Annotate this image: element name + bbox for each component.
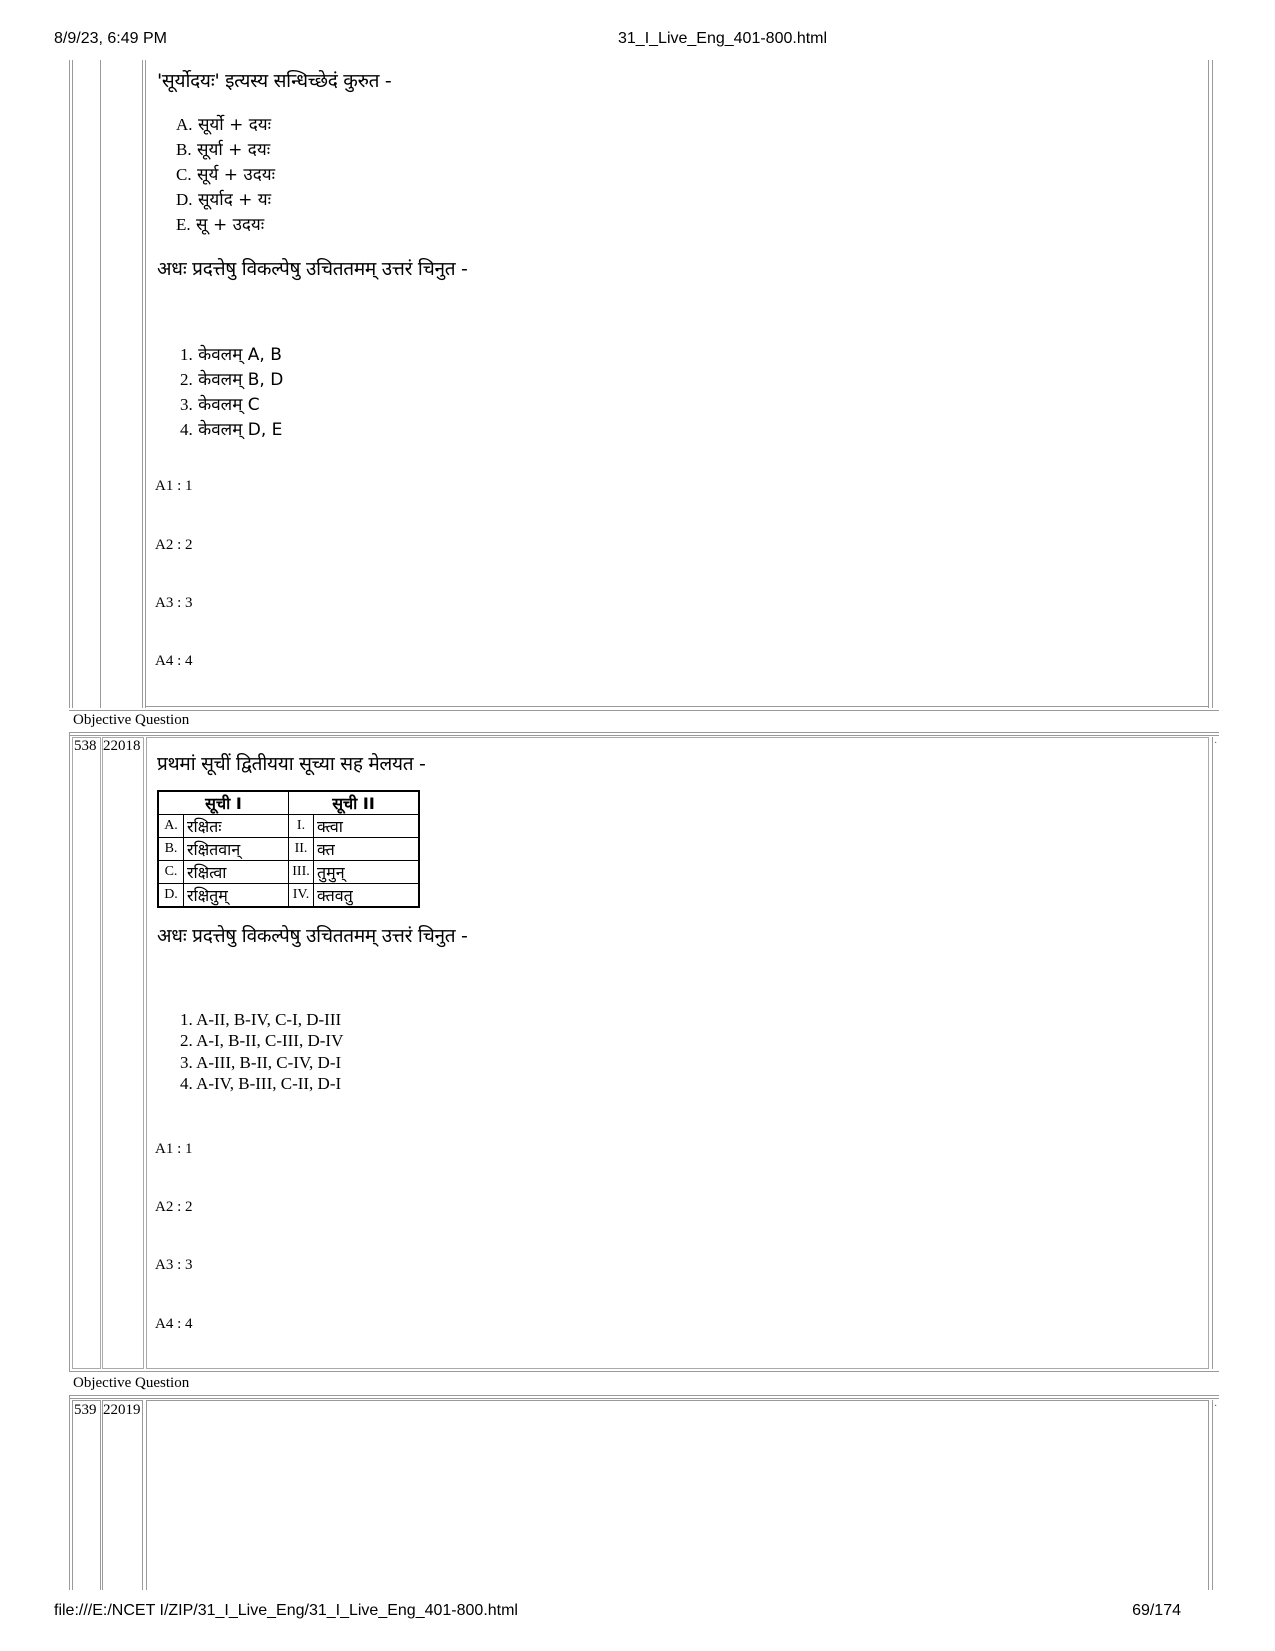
choice-4: 4. A-IV, B-III, C-II, D-I bbox=[180, 1074, 342, 1093]
file-path: file:///E:/NCET I/ZIP/31_I_Live_Eng/31_I_Live_Eng_401-800.html bbox=[54, 1602, 518, 1619]
table-row: D. रक्षितुम् IV. क्तवतु bbox=[158, 884, 419, 908]
answer-3: A3 : 3 bbox=[155, 595, 193, 611]
choice-2: 2. A-I, B-II, C-III, D-IV bbox=[180, 1031, 344, 1050]
list-1-header: सूची I bbox=[158, 791, 289, 815]
answer-4: A4 : 4 bbox=[155, 653, 193, 669]
answer-2: A2 : 2 bbox=[155, 1199, 193, 1215]
option-e: E. सू + उदयः bbox=[176, 215, 265, 235]
answer-1: A1 : 1 bbox=[155, 478, 193, 494]
id-cell bbox=[102, 737, 144, 1369]
choice-2: 2. केवलम् B, D bbox=[180, 370, 284, 390]
question-serial: 539 bbox=[74, 1402, 97, 1418]
option-c: C. सूर्य + उदयः bbox=[176, 165, 276, 185]
page-number: 69/174 bbox=[1132, 1602, 1181, 1619]
question-serial: 538 bbox=[74, 738, 97, 754]
question-id: 22019 bbox=[103, 1402, 141, 1418]
table-row: A. रक्षितः I. क्त्वा bbox=[158, 815, 419, 838]
answer-3: A3 : 3 bbox=[155, 1257, 193, 1273]
table-row: C. रक्षित्वा III. तुमुन् bbox=[158, 861, 419, 884]
choice-4: 4. केवलम् D, E bbox=[180, 420, 283, 440]
instruction: अधः प्रदत्तेषु विकल्पेषु उचिततमम् उत्तरं चिनुत - bbox=[157, 258, 468, 280]
list-2-header: सूची II bbox=[289, 791, 420, 815]
question-stem: 'सूर्योदयः' इत्यस्य सन्धिच्छेदं कुरुत - bbox=[157, 70, 392, 92]
option-b: B. सूर्या + दयः bbox=[176, 140, 271, 160]
instruction: अधः प्रदत्तेषु विकल्पेषु उचिततमम् उत्तरं चिनुत - bbox=[157, 925, 468, 947]
serial-cell bbox=[72, 737, 101, 1369]
print-title: 31_I_Live_Eng_401-800.html bbox=[618, 30, 828, 47]
question-id: 22018 bbox=[103, 738, 141, 754]
question-type-label: Objective Question bbox=[73, 1375, 190, 1391]
print-datetime: 8/9/23, 6:49 PM bbox=[54, 30, 167, 47]
match-table bbox=[157, 790, 420, 908]
question-type-label: Objective Question bbox=[73, 712, 190, 728]
choice-1: 1. केवलम् A, B bbox=[180, 345, 282, 365]
choice-3: 3. केवलम् C bbox=[180, 395, 260, 415]
choice-3: 3. A-III, B-II, C-IV, D-I bbox=[180, 1053, 342, 1072]
option-d: D. सूर्याद + यः bbox=[176, 190, 272, 210]
choice-1: 1. A-II, B-IV, C-I, D-III bbox=[180, 1010, 342, 1029]
answer-4: A4 : 4 bbox=[155, 1316, 193, 1332]
table-row: B. रक्षितवान् II. क्त bbox=[158, 838, 419, 861]
option-a: A. सूर्यो + दयः bbox=[176, 115, 272, 135]
question-stem: प्रथमां सूचीं द्वितीयया सूच्या सह मेलयत - bbox=[157, 753, 426, 775]
answer-1: A1 : 1 bbox=[155, 1141, 193, 1157]
answer-2: A2 : 2 bbox=[155, 537, 193, 553]
